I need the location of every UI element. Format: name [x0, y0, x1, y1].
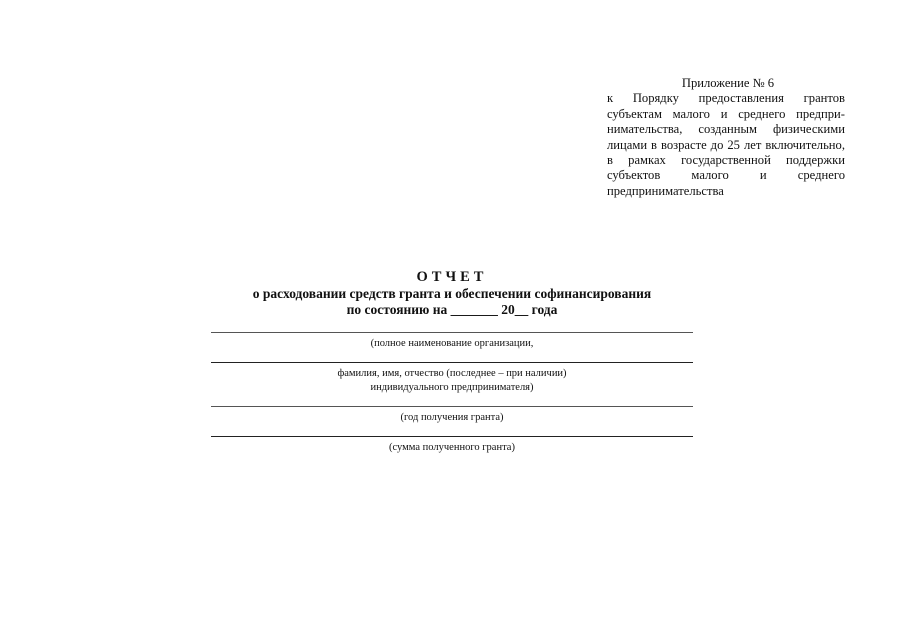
fio-field — [211, 362, 693, 394]
report-date-line: по состоянию на _______ 20__ года — [346, 302, 558, 317]
grant-sum-line — [211, 436, 693, 437]
report-title: ОТЧЕТ — [416, 269, 488, 285]
appendix-block — [607, 76, 845, 199]
grant-year-caption: (год получения гранта) — [400, 412, 504, 423]
grant-sum-field — [211, 436, 693, 455]
appendix-title: Приложение № 6 — [681, 76, 775, 90]
fio-caption-line2: индивидуального предпринимателя) — [370, 381, 534, 393]
organization-line — [211, 332, 693, 333]
fio-line — [211, 362, 693, 363]
report-header — [200, 268, 704, 318]
fio-caption-line1: фамилия, имя, отчество (последнее – при наличии) — [337, 368, 567, 379]
grant-year-field — [211, 406, 693, 425]
grant-year-line — [211, 406, 693, 407]
organization-field — [211, 332, 693, 351]
organization-caption: (полное наименование организации, — [370, 338, 534, 349]
grant-sum-caption: (сумма полученного гранта) — [389, 442, 515, 453]
report-subtitle: о расходовании средств гранта и обеспечении софинансирования — [252, 286, 652, 301]
appendix-text: к Порядку предоставления грантов субъектам малого и среднего предпринимательства, созданным физическими лицами в возрасте до 25 лет включительно, в рамках государственной поддержки субъектов малого и среднего предпринимательства — [607, 91, 845, 198]
